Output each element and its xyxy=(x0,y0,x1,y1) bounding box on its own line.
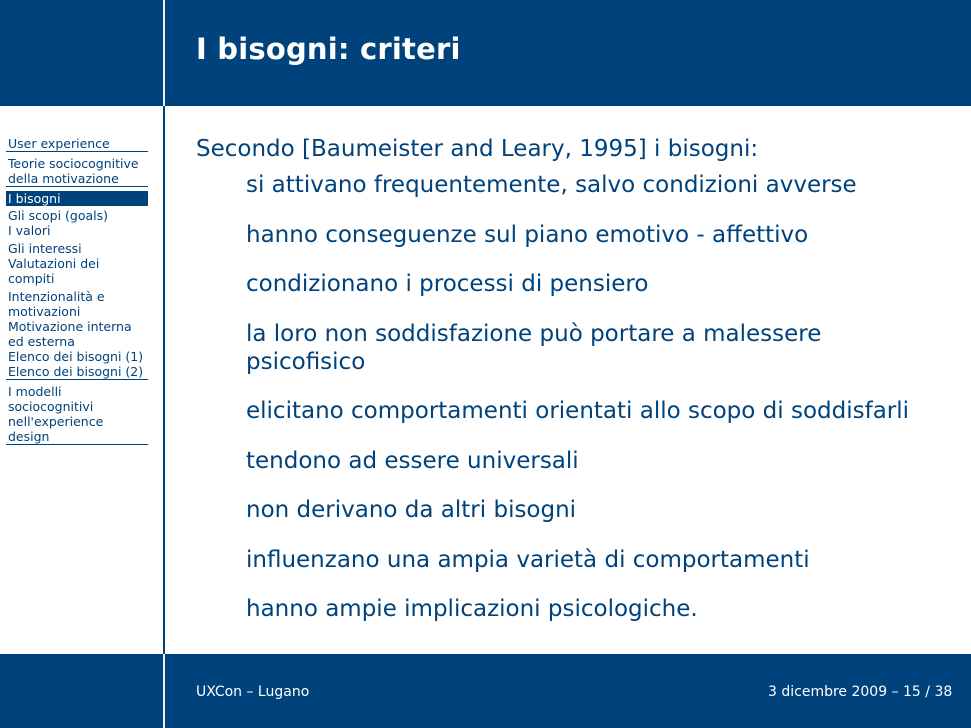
bullet-item: influenzano una ampia varietà di comportamenti xyxy=(246,546,810,573)
sidebar-divider xyxy=(163,106,165,654)
nav-i-valori[interactable]: I valori xyxy=(8,223,51,238)
nav-intenzionalita[interactable]: Intenzionalità e motivazioni xyxy=(8,289,105,319)
bullet-item: condizionano i processi di pensiero xyxy=(246,271,649,297)
footer-divider xyxy=(163,654,165,728)
nav-i-bisogni[interactable]: I bisogni xyxy=(6,191,148,206)
bullet-list xyxy=(196,171,956,623)
bullet-item: non derivano da altri bisogni xyxy=(246,497,577,523)
nav-modelli-sociocognitivi[interactable]: I modelli sociocognitivi nell'experience design xyxy=(6,384,148,445)
footer-event: UXCon – Lugano xyxy=(196,684,310,700)
nav-teorie-sociocognitive[interactable]: Teorie sociocognitive della motivazione xyxy=(6,156,148,187)
sidebar-navigation xyxy=(6,136,148,449)
header-divider xyxy=(163,0,165,106)
nav-gli-scopi[interactable]: Gli scopi (goals) xyxy=(8,208,108,223)
nav-elenco-bisogni-1[interactable]: Elenco dei bisogni (1) xyxy=(8,349,144,364)
bullet-item: si attivano frequentemente, salvo condizioni avverse xyxy=(246,172,857,198)
nav-elenco-bisogni-2[interactable]: Elenco dei bisogni (2) xyxy=(6,364,148,380)
bullet-item: hanno conseguenze sul piano emotivo - affettivo xyxy=(246,221,809,248)
nav-gli-interessi[interactable]: Gli interessi xyxy=(8,241,82,256)
nav-motivazione-interna[interactable]: Motivazione interna ed esterna xyxy=(8,319,132,349)
nav-valutazioni-compiti[interactable]: Valutazioni dei compiti xyxy=(8,256,100,286)
bullet-item: elicitano comportamenti orientati allo scopo di soddisfarli xyxy=(246,398,910,424)
slide-title: I bisogni: criteri xyxy=(196,32,461,66)
lead-text: Secondo [Baumeister and Leary, 1995] i bisogni: xyxy=(196,136,759,162)
nav-user-experience[interactable]: User experience xyxy=(6,136,148,152)
bullet-item: hanno ampie implicazioni psicologiche. xyxy=(246,596,698,622)
bullet-item: tendono ad essere universali xyxy=(246,447,579,474)
bullet-item: la loro non soddisfazione può portare a malessere psicofisico xyxy=(246,320,822,375)
slide-header xyxy=(0,0,971,106)
slide-content xyxy=(196,135,956,645)
footer-date-page: 3 dicembre 2009 – 15 / 38 xyxy=(768,684,953,700)
